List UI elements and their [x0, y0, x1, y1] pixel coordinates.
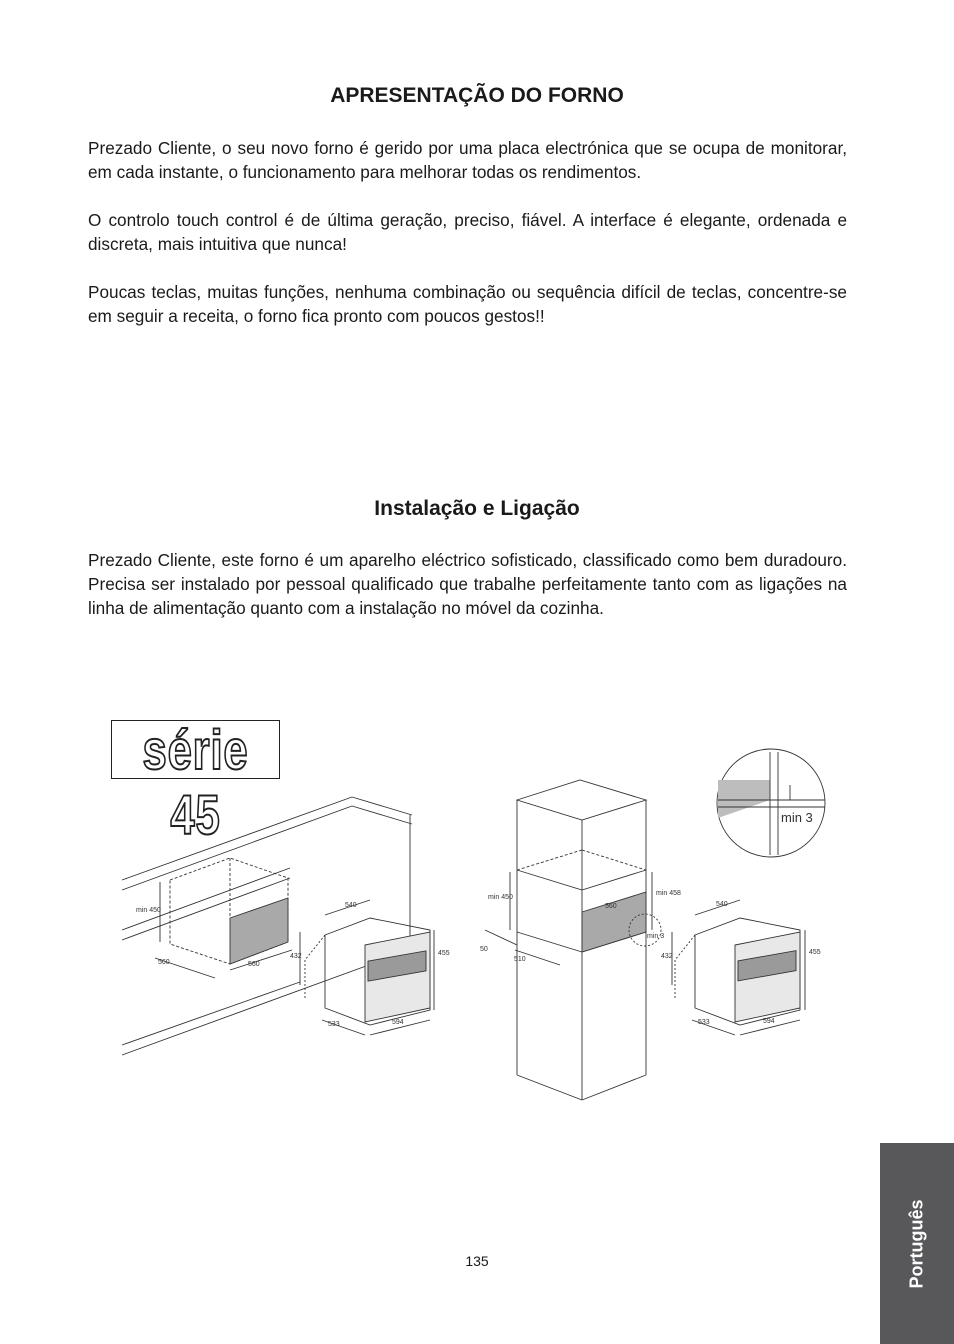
- dim-left-width: 560: [248, 961, 260, 968]
- dim-right-oven-width: 594: [763, 1018, 775, 1025]
- dim-right-oven-height-left: 432: [661, 953, 673, 960]
- dim-left-oven-top: 540: [345, 902, 357, 909]
- language-tab-label: Português: [906, 1198, 927, 1289]
- page-number: 135: [465, 1253, 489, 1269]
- dim-right-oven-top: 540: [716, 901, 728, 908]
- dim-left-oven-width: 594: [392, 1019, 404, 1026]
- dim-right-gap: min 3: [647, 933, 665, 940]
- paragraph-touch-control: O controlo touch control é de última geração, preciso, fiável. A interface é elegante, ordenada e discreta, mais intuitiva que nunca!: [88, 210, 847, 254]
- paragraph-installation: Prezado Cliente, este forno é um aparelho eléctrico sofisticado, classificado como bem duradouro. Precisa ser instalado por pessoal qualificado que trabalhe perfeitamente tanto com as ligações na linha de alimentação quanto com a instalação no móvel da cozinha.: [88, 550, 847, 618]
- dim-right-base-left: 50: [480, 946, 488, 953]
- dim-right-inner-width: 560: [605, 903, 617, 910]
- dim-left-min-height: min 450: [136, 907, 161, 914]
- dim-right-min-height-right: min 458: [656, 890, 681, 897]
- paragraph-few-keys: Poucas teclas, muitas funções, nenhuma combinação ou sequência difícil de teclas, concentre-se em seguir a receita, o forno fica pronto com poucos gestos!!: [88, 282, 847, 326]
- dim-right-oven-depth: 533: [698, 1019, 710, 1026]
- section-title-presentation: APRESENTAÇÃO DO FORNO: [330, 84, 624, 107]
- dim-left-depth: 560: [158, 959, 170, 966]
- dim-left-oven-height-right: 455: [438, 950, 450, 957]
- dim-left-oven-height-left: 432: [290, 953, 302, 960]
- dim-right-min-height-left: min 450: [488, 894, 513, 901]
- tall-cabinet-drawing: [485, 780, 661, 1100]
- installation-diagram: [0, 700, 954, 1120]
- detail-min-gap-label: min 3: [781, 810, 813, 825]
- oven-right-drawing: [672, 900, 805, 1035]
- dim-left-oven-depth: 533: [328, 1021, 340, 1028]
- dim-right-oven-height-right: 455: [809, 949, 821, 956]
- paragraph-intro: Prezado Cliente, o seu novo forno é gerido por uma placa electrónica que se ocupa de monitorar, em cada instante, o funcionamento para melhorar todas os rendimentos.: [88, 138, 847, 182]
- section-title-installation: Instalação e Ligação: [374, 497, 580, 520]
- dim-right-base-depth: 510: [514, 956, 526, 963]
- series-badge-text: série 45: [142, 718, 249, 846]
- detail-magnifier: [717, 749, 825, 857]
- oven-left-drawing: [300, 900, 434, 1035]
- language-tab: [880, 1143, 954, 1344]
